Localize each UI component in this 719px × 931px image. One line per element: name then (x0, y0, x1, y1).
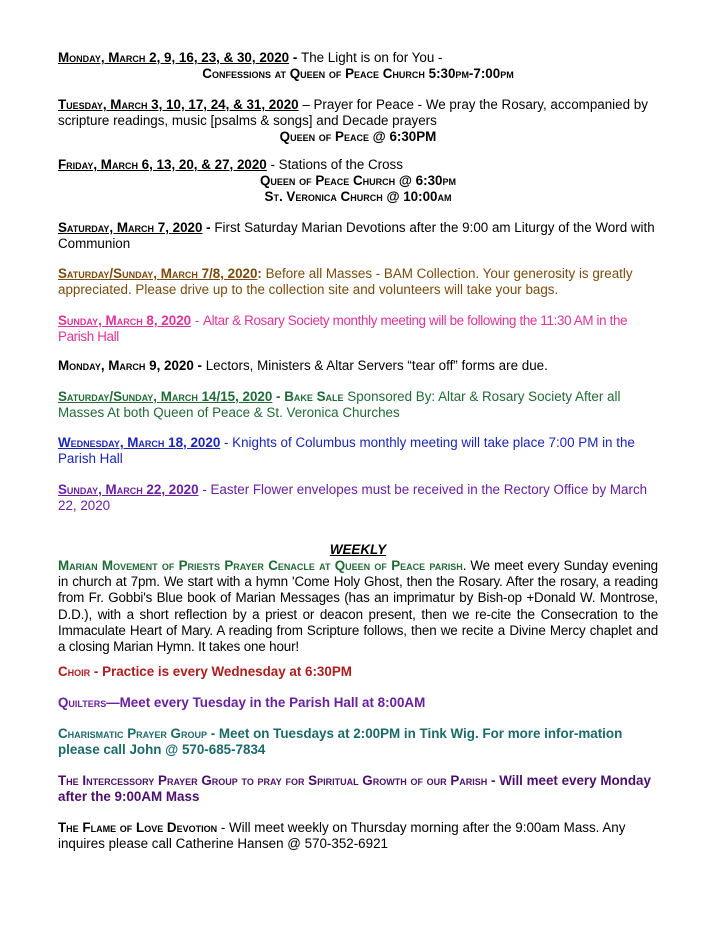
choir-title: Choir (58, 664, 91, 679)
event-text: Lectors, Ministers & Altar Servers “tear off” forms are due. (205, 358, 548, 373)
event-text: First Saturday Marian Devotions after the 9:00 am Liturgy of the Word with Communion (58, 220, 655, 251)
weekly-marian-movement (58, 558, 658, 655)
intercessory-text: - Will meet every Monday after the 9:00AM Mass (58, 773, 651, 804)
event-date: Sunday, March 8, 2020 (58, 313, 192, 328)
event-separator: - (289, 50, 302, 65)
weekly-flame-of-love (58, 820, 658, 852)
event-separator: - (193, 358, 206, 373)
event-date: Saturday, March 7, 2020 (58, 220, 203, 235)
event-location: Queen of Peace Church @ 6:30pm (260, 173, 456, 188)
event-separator: – (298, 97, 314, 112)
event-date: Monday, March 2, 9, 16, 23, & 30, 2020 (58, 50, 290, 65)
flame-text: - Will meet weekly on Thursday morning after the 9:00am Mass. Any inquires please call Catherine Hansen @ 570-352-6921 (58, 820, 626, 851)
event-separator: - (191, 313, 204, 328)
event-saturday-marian-devotions (58, 220, 658, 252)
event-separator: - (272, 389, 285, 404)
marian-title: Marian Movement of Priests Prayer Cenacle at Queen of Peace parish (58, 558, 463, 573)
event-text: The Light is on for You - (301, 50, 443, 65)
event-monday-confessions (58, 50, 658, 82)
event-text: Prayer for Peace - We pray the Rosary, accompanied by scripture readings, music [psalms & songs] and Decade prayers (58, 97, 648, 128)
event-location: St. Veronica Church @ 10:00am (264, 189, 452, 204)
event-knights-of-columbus (58, 435, 658, 467)
event-date: Monday, March 9, 2020 (58, 358, 194, 373)
event-separator: : (257, 266, 266, 281)
event-text: Before all Masses - BAM Collection. Your generosity is greatly appreciated. Please drive up to the collection site and volunteers will take your bags. (58, 266, 633, 297)
event-date: Friday, March 6, 13, 20, & 27, 2020 (58, 157, 267, 172)
event-easter-flowers (58, 482, 658, 514)
event-location: Confessions at Queen of Peace Church 5:30pm-7:00pm (202, 66, 514, 81)
event-date: Wednesday, March 18, 2020 (58, 435, 221, 450)
quilters-title: Quilters (58, 695, 107, 710)
marian-text: . We meet every Sunday evening in church at 7pm. We start with a hymn 'Come Holy Ghost, then the Rosary. After the rosary, a reading from Fr. Gobbi's Blue book of Marian Messages (has an imprimatur by Bish-op +Donald W. Montrose, D.D.), with a short reflection by a priest or deacon present, then we re-cite the Consecration to the Immaculate Heart of Mary. A reading from Scripture follows, then we recite a Divine Mercy chaplet and a closing Marian Hymn. It takes one hour! (58, 558, 658, 655)
event-separator: - (198, 482, 211, 497)
charismatic-title: Charismatic Prayer Group (58, 726, 207, 741)
event-altar-rosary-meeting (58, 313, 658, 345)
charismatic-text: - Meet on Tuesdays at 2:00PM in Tink Wig. For more infor-mation please call John @ 570-685-7834 (58, 726, 623, 757)
flame-title: The Flame of Love Devotion (58, 820, 218, 835)
event-lectors-forms (58, 358, 658, 374)
weekly-quilters (58, 695, 658, 711)
weekly-charismatic-prayer-group (58, 726, 658, 758)
quilters-text: —Meet every Tuesday in the Parish Hall at 8:00AM (106, 695, 426, 710)
event-date: Sunday, March 22, 2020 (58, 482, 199, 497)
event-tuesday-prayer-for-peace (58, 97, 658, 145)
event-text: Knights of Columbus monthly meeting will take place 7:00 PM in the Parish Hall (58, 435, 635, 466)
event-separator: - (220, 435, 233, 450)
weekly-choir (58, 664, 658, 680)
event-date: Saturday/Sunday, March 7/8, 2020 (58, 266, 258, 281)
event-text: Easter Flower envelopes must be received in the Rectory Office by March 22, 2020 (58, 482, 648, 513)
event-location: Queen of Peace @ 6:30PM (279, 129, 437, 144)
weekly-heading: WEEKLY (329, 542, 387, 557)
event-bam-collection (58, 266, 658, 298)
event-text: Stations of the Cross (278, 157, 403, 172)
intercessory-title: The Intercessory Prayer Group to pray for Spiritual Growth of our Parish (58, 773, 488, 788)
event-text: Sponsored By: Altar & Rosary Society After all Masses At both Queen of Peace & St. Veronica Churches (58, 389, 621, 420)
event-bake-sale (58, 389, 658, 421)
choir-text: - Practice is every Wednesday at 6:30PM (90, 664, 352, 679)
event-date: Saturday/Sunday, March 14/15, 2020 (58, 389, 273, 404)
bake-sale-label: Bake Sale (284, 389, 344, 404)
event-separator: - (202, 220, 215, 235)
event-friday-stations (58, 157, 658, 205)
event-separator: - (266, 157, 279, 172)
weekly-intercessory-prayer-group (58, 773, 658, 805)
event-text: Altar & Rosary Society monthly meeting will be following the 11:30 AM in the Parish Hall (58, 313, 628, 344)
event-date: Tuesday, March 3, 10, 17, 24, & 31, 2020 (58, 97, 299, 112)
